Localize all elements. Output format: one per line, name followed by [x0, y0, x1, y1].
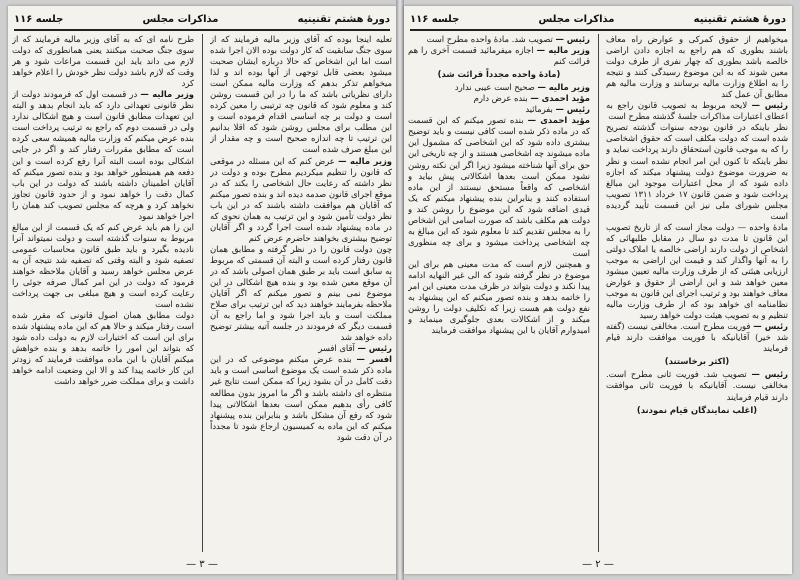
paragraph	[408, 69, 590, 80]
paragraph	[210, 244, 392, 343]
right-page-left-column	[408, 34, 590, 552]
paragraph-text: این را هم باید عرض کنم که یک قسمت از این مبالغ مربوط به سنوات گذشته است و دولت نمیتواند آنرا نادیده بگیرد و باید طبق قانون محاسبات عمومی تصفیه شود و البته وقتی که تصفیه شد نتیجه آن به عرض مجلس خواهد رسید و آقایان ملاحظه خواهند فرمود که دولت در این امر کمال صرفه جوئی را رعایت کرده است و هیچ مبلغی بی جهت پرداخت نشده است	[12, 221, 194, 310]
speaker-name: رئیس —	[751, 369, 788, 380]
paragraph	[606, 122, 788, 221]
paragraph	[408, 115, 590, 259]
paragraph	[210, 34, 392, 156]
paragraph	[12, 34, 194, 89]
speaker-name: وزیر مالیه —	[536, 45, 590, 56]
speaker-name: وزیر مالیه —	[537, 82, 590, 93]
left-header-session: جلسه ۱۱۶	[14, 13, 64, 25]
paragraph	[606, 100, 788, 122]
paragraph-text: بفرمائید	[525, 104, 553, 115]
paragraph-text: بنده تصور میکنم که این قسمت که در ماده ذکر شده است کافی نیست و باید توضیح بیشتری داده شود که این اشخاصی که مشمول این ماده میشوند چه اشخاصی هستند و از چه تاریخی این حق برای آنها شناخته میشود زیرا اگر این نکته روشن نشود ممکن است بعدها اشکالاتی پیش بیاید و اشخاصی که واقعاً مستحق نیستند از این ماده استفاده کنند و بنابراین بنده پیشنهاد میکنم که یک قیدی اضافه شود که این موضوع را روشن کند و دولت هم مکلف باشد که صورت اسامی این اشخاص را به مجلس تقدیم کند تا معلوم شود که این مبالغ به چه اشخاصی پرداخت میشود و برای چه منظوری است	[408, 115, 590, 258]
speaker-name: رئیس —	[357, 343, 392, 354]
paragraph-text: میخواهیم از حقوق کمرکی و عوارض راه معاف باشند بطوری که هم راجع به اجازه دادن اراضی خالصه باشد بطوری که چهار نفری از طرف دولت معین شوند که به این موضوع رسیدگی کنند و نتیجه را به اطلاع وزارت مالیه برسانند و وزارت مالیه هم مطابق آن عمل کند	[606, 34, 788, 100]
paragraph	[408, 259, 590, 336]
paragraph-text: تعلیه اینجا بوده که آقای وزیر مالیه فرمایند که از سوی جنگ سابقیت که کار دولت بوده الان اجرا شده است اما این اشخاص که حالا درباره ایشان صحبت میشود بعضی قابل توجهی از آنها بوده اند و لذا میخواهم تذکر بدهم که وزارت مالیه ممکن است دارای نظریاتی باشد که ما را در این قسمت روشن کند و معلوم شود که قانون چه ترتیبی را معین کرده است و دولت بر چه اساسی اقدام فرموده است و این مطلب برای مجلس روشن شود که اقلا بدانیم این ترتیب تا چه اندازه صحیح است و چه مقدار از این مبلغ صرف شده است	[210, 34, 392, 155]
paragraph-text: بنده عرض دارم	[473, 93, 528, 104]
paragraph-text: (مادهٔ واحده مجدداً قرائت شد)	[437, 69, 561, 80]
paragraph	[408, 34, 590, 45]
left-page-right-column	[210, 34, 392, 552]
right-header-volume: دورهٔ هشتم تقنینیه	[693, 13, 786, 25]
paragraph-text: تصویب شد. مادهٔ واحده مطرح است	[426, 34, 553, 44]
paragraph-text: آقای افسر	[318, 343, 355, 354]
paragraph-text: لایحه مربوط به تصویب قانون راجع به اعطای اعتبارات مذاکرات جلسهٔ گذشته مطرح است	[606, 100, 788, 122]
paragraph-text: بنده عرض میکنم موضوعی که در این ماده ذکر شده است یک موضوع اساسی است و باید دقت کامل در آن بشود زیرا که ممکن است نتایج غیر منتظره ای داشته باشد و اگر ما امروز بدون مطالعه کافی رأی بدهیم ممکن است بعدها اشکالاتی پیدا شود که رفع آن مشکل باشد و بنابراین بنده پیشنهاد میکنم که این ماده به کمیسیون ارجاع شود تا مجدداً در آن دقت شود	[210, 354, 392, 442]
paragraph-text: (اغلب نمایندگان قیام نمودند)	[636, 404, 758, 415]
left-page-number: — ۳ —	[186, 559, 218, 570]
paragraph-text: طرح نامه ای که به آقای وزیر مالیه فرمایند که از سوی جنگ صحبت میکنند یعنی همانطوری که دولت لازم می داند باید این قسمت مراعات شود و هر وقت که لازم باشد دولت نظر خودش را اعلام خواهد کرد	[12, 34, 194, 89]
paragraph	[408, 82, 590, 93]
left-page	[8, 6, 396, 574]
left-page-left-column	[12, 34, 194, 552]
speaker-name: رئیس —	[751, 100, 788, 111]
paragraph	[210, 156, 392, 244]
paragraph	[606, 356, 788, 367]
paragraph-text: صحیح است عیبی ندارد	[454, 82, 535, 93]
left-page-header	[14, 10, 390, 28]
book-gutter	[396, 0, 404, 580]
paragraph	[606, 222, 788, 321]
paragraph-text: فوریت مطرح است. مخالفی نیست (گفته شد خیر) آقایانیکه با فوریت موافقت دارند قیام فرمایند	[606, 321, 788, 354]
paragraph	[606, 34, 788, 100]
paragraph	[12, 222, 194, 310]
paragraph	[606, 321, 788, 354]
paragraph-text: (اکثر برخاستند)	[664, 356, 730, 367]
right-page-header	[410, 10, 786, 28]
speaker-name: مؤید احمدی —	[527, 115, 590, 126]
paragraph	[12, 89, 194, 222]
right-column-divider	[598, 34, 599, 552]
right-header-session: جلسه ۱۱۶	[410, 13, 460, 25]
left-header-volume: دورهٔ هشتم تقنینیه	[297, 13, 390, 25]
paragraph	[408, 45, 590, 67]
left-header-title: مذاکرات مجلس	[142, 13, 219, 25]
speaker-name: وزیر مالیه —	[338, 155, 392, 166]
right-page-number: — ۲ —	[582, 559, 614, 570]
speaker-name: رئیس —	[555, 34, 590, 44]
speaker-name: وزیر مالیه —	[140, 89, 194, 100]
speaker-name: مؤید احمدی —	[530, 93, 590, 104]
paragraph	[210, 343, 392, 354]
paragraph-text: چون دولت قانون را در نظر گرفته و مطابق همان قانون رفتار کرده است و البته آن قسمتی که مربوط به سابق است باید بر طبق همان اصولی باشد که در آن موقع معین شده بود و بنده هیچ اشکالی در این موضوع نمی بینم و تصور میکنم که اگر آقایان ملاحظه بفرمایند خواهند دید که این ترتیب برای صلاح مملکت است و باید اجرا شود و اما راجع به آن قسمت دیگر که فرمودند در جلسه آتیه بیشتر توضیح داده خواهد شد	[210, 243, 392, 343]
paragraph-text: و همچنین لازم است که مدت معینی هم برای این موضوع در نظر گرفته شود که الی غیر النهایه ادامه پیدا نکند و دولت بتواند در ظرف مدت معینی این امر را خاتمه بدهد و بنده تصور میکنم که این پیشنهاد به نفع دولت هم هست زیرا که تکلیف دولت را روشن میکند و از اشکالات بعدی جلوگیری مینماید و امیدوارم آقایان با این پیشنهاد موافقت فرمایند	[408, 258, 590, 336]
speaker-name: رئیس —	[753, 321, 788, 332]
speaker-name: رئیس —	[555, 104, 590, 115]
left-header-rule	[14, 29, 390, 31]
right-page-right-column	[606, 34, 788, 552]
paragraph	[408, 104, 590, 115]
left-column-divider	[202, 34, 203, 552]
paragraph-text: تصویب شد. فوریت ثانی مطرح است. مخالفی نیست. آقایانیکه با فوریت ثانی موافقت دارند قیام فرمایند	[606, 369, 788, 402]
paragraph-text: عرض کنم که این مسئله در موقعی که قانون را تنظیم میکردیم مطرح بوده و دولت در نظر داشته که رعایت حال اشخاصی را بکند که در موقع اجرای قانون صدمه دیده اند و بنده تصور میکنم که آقایان هم موافقت داشته باشند که در این باب نظر دولت تأمین شود و این ترتیب به همان نحوی که در ماده پیشنهاد شده است اجرا گردد و اگر آقایان توضیح بیشتری بخواهند حاضرم عرض کنم	[210, 155, 392, 243]
right-page	[404, 6, 792, 574]
paragraph	[210, 354, 392, 442]
right-header-title: مذاکرات مجلس	[538, 13, 615, 25]
paragraph-text: دولت مطابق همان اصول قانونی که مقرر شده است رفتار میکند و حالا هم که این ماده پیشنهاد شده برای این است که اختیارات لازم به دولت داده شود که بتواند این امور را خاتمه بدهد و بنده خواهش میکنم آقایان با این ماده موافقت فرمایند که زودتر این کار خاتمه پیدا کند و الا این وضعیت ادامه خواهد داشت و برای مملکت ضرر خواهد داشت	[12, 310, 194, 387]
paragraph	[606, 369, 788, 402]
paragraph-text: مادهٔ واحده — دولت مجاز است که از تاریخ تصویب این قانون تا مدت دو سال در مقابل طلبهائی که اشخاص از دولت دارند اراضی خالصه یا املاک دولتی را به آنها واگذار کند و قیمت این اراضی به موجب ارزیابی هیئتی که از طرف وزارت مالیه تعیین میشود معین خواهد شد و این اراضی از حقوق و عوارض معاف خواهند بود و ترتیب اجرای این قانون به موجب نظامنامه ای خواهد بود که از طرف وزارت مالیه تنظیم و به تصویب هیئت دولت خواهد رسید	[606, 221, 788, 321]
paragraph-text: اجازه میفرمائید قسمت آخری را هم قرائت کنم	[408, 45, 590, 67]
paragraph	[12, 310, 194, 387]
paragraph-text: نظر باینکه در قانون بودجه سنوات گذشته تصریح شده است که دولت مکلف است که حقوق اشخاصی را که به موجب قانون استحقاق دارند پرداخت نماید و نظر باینکه تا کنون این امر انجام نشده است و نظر به ضرورت موضوع دولت پیشنهاد میکند که اجازه داده شود که از محل اعتبارات موجود این مبالغ پرداخت شود و ضمن قانون ۱۷ خرداد ۱۳۱۱ تصویب مجلس شورای ملی نیز این قسمت تأیید گردیده است	[606, 122, 788, 221]
paragraph	[606, 405, 788, 416]
paragraph-text: در قسمت اول که فرمودند دولت از نظر قانونی تعهداتی دارد که باید انجام بدهد و البته این تعهدات مطابق قانون است و هیچ اشکالی ندارد ولی در قسمت دوم که راجع به ترتیب پرداخت است بنده عرض میکنم که وزارت مالیه همیشه سعی کرده است که مطابق مقررات رفتار کند و اگر در جایی اشکالی بوده است البته آنرا رفع کرده است و این دفعه هم همینطور خواهد بود و بنده تصور میکنم که آقایان اطمینان داشته باشند که دولت در این باب کمال دقت را خواهد نمود و از حدود قانون تجاوز نخواهد کرد و هرچه که مجلس تصویب کند همان را اجرا خواهد نمود	[12, 89, 194, 221]
right-header-rule	[410, 29, 786, 31]
paragraph	[408, 93, 590, 104]
speaker-name: افسر —	[356, 354, 392, 365]
